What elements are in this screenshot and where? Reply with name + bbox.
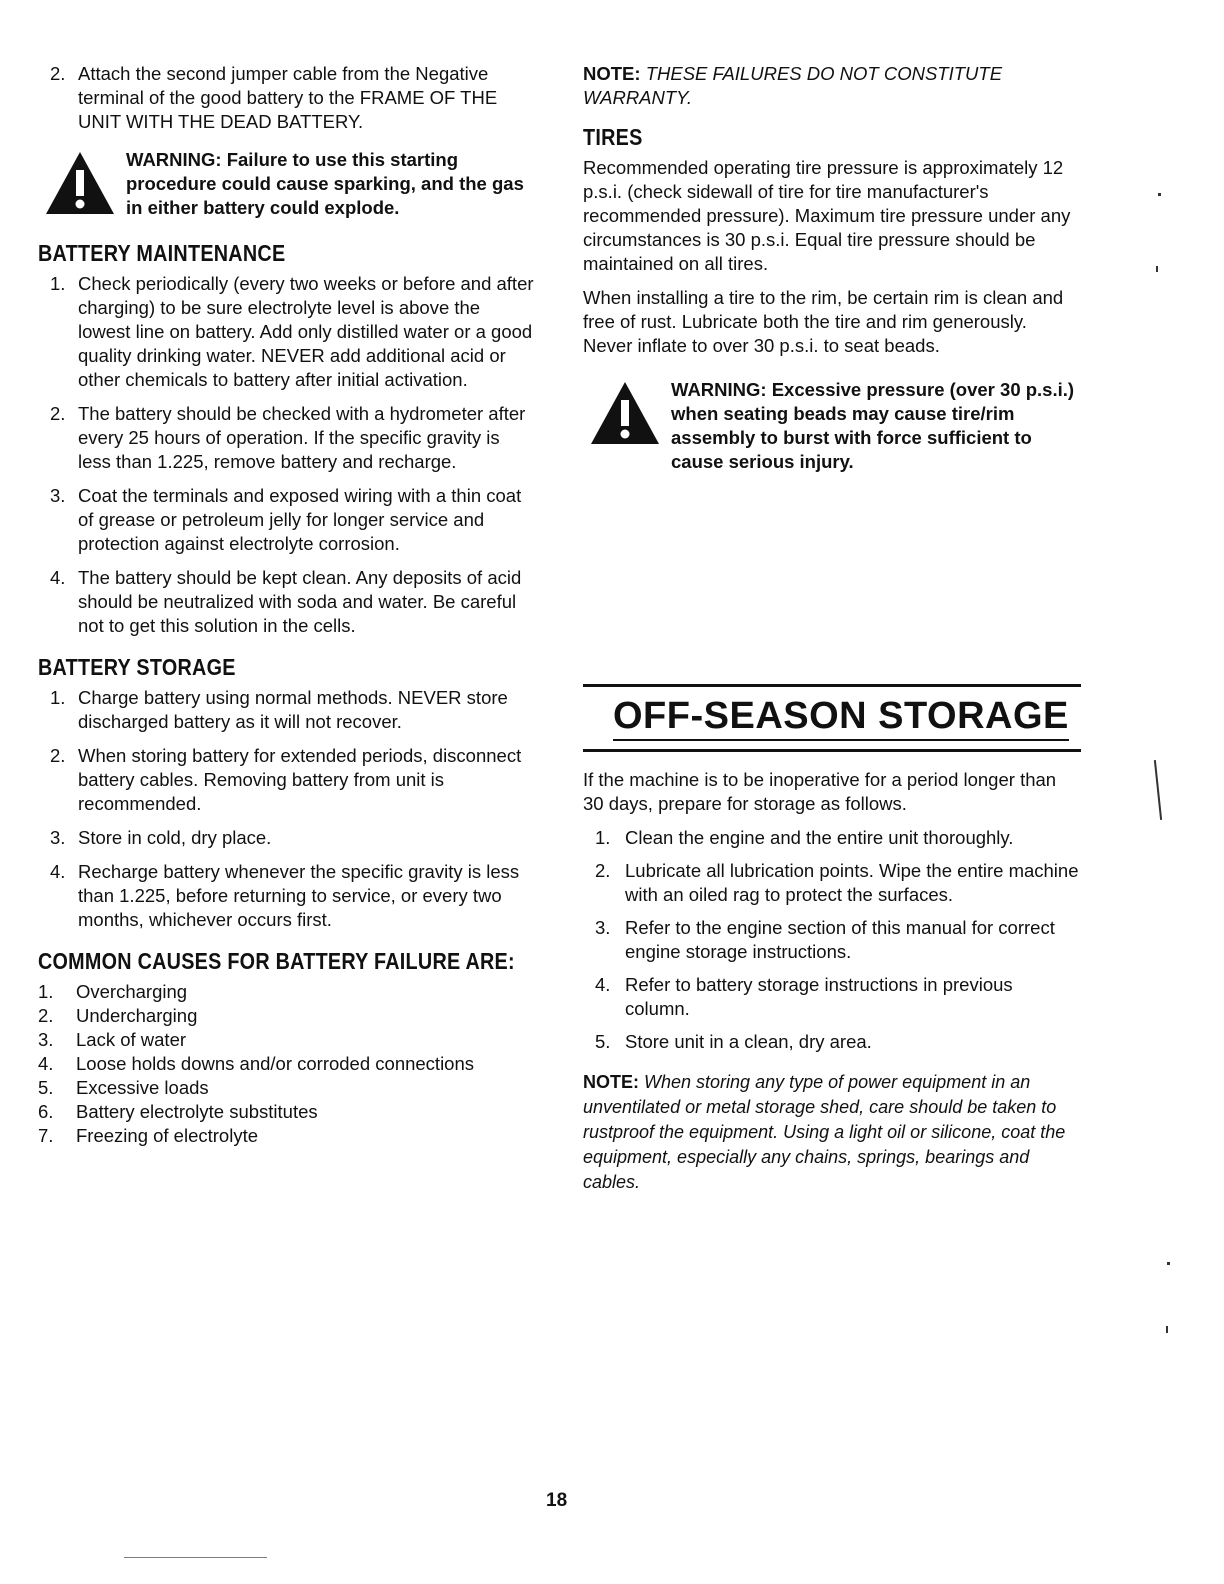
item-number: 3. bbox=[595, 917, 611, 938]
item-number: 2. bbox=[50, 745, 66, 766]
list-item bbox=[38, 484, 534, 556]
list-item bbox=[583, 916, 1081, 964]
note-text: When storing any type of power equipment in an unventilated or metal storage shed, care should be taken to rustproof the equipment. Using a light oil or silicone, coat the equipment, especially any chains, springs, bearings and cables. bbox=[583, 1072, 1066, 1192]
off-season-heading: OFF-SEASON STORAGE bbox=[613, 693, 1069, 741]
item-text: Lack of water bbox=[76, 1029, 187, 1050]
list-item bbox=[38, 566, 534, 638]
off-season-intro: If the machine is to be inoperative for a period longer than 30 days, prepare for storage as follows. bbox=[583, 769, 1057, 814]
battery-storage-list bbox=[38, 686, 534, 932]
battery-maintenance-list bbox=[38, 272, 534, 638]
jumper-steps-list bbox=[38, 62, 534, 134]
item-text: Overcharging bbox=[76, 981, 188, 1002]
list-item bbox=[38, 686, 534, 734]
item-text: Lubricate all lubrication points. Wipe the entire machine with an oiled rag to protect the surfaces. bbox=[625, 860, 1079, 905]
scan-mark bbox=[1158, 193, 1161, 196]
item-text: Attach the second jumper cable from the Negative terminal of the good battery to the FRAME OF THE UNIT WITH THE DEAD BATTERY. bbox=[78, 63, 498, 132]
item-text: Store in cold, dry place. bbox=[78, 827, 272, 848]
item-number: 1. bbox=[595, 827, 611, 848]
item-number: 7. bbox=[38, 1125, 54, 1146]
common-causes-list bbox=[38, 980, 534, 1148]
list-item bbox=[583, 973, 1081, 1021]
right-column bbox=[583, 62, 1081, 1213]
item-text: Refer to battery storage instructions in previous column. bbox=[625, 974, 1013, 1019]
scan-mark bbox=[1154, 760, 1162, 820]
off-season-heading-banner bbox=[583, 684, 1081, 752]
item-text: Excessive loads bbox=[76, 1077, 209, 1098]
item-text: When storing battery for extended periods, disconnect battery cables. Removing battery from unit is recommended. bbox=[78, 745, 522, 814]
item-number: 3. bbox=[50, 827, 66, 848]
item-text: Coat the terminals and exposed wiring with a thin coat of grease or petroleum jelly for longer service and protection against electrolyte corrosion. bbox=[78, 485, 522, 554]
item-text: The battery should be kept clean. Any deposits of acid should be neutralized with soda and water. Be careful not to get this solution in the cells. bbox=[78, 567, 522, 636]
storage-note bbox=[583, 1070, 1081, 1195]
item-text: Clean the engine and the entire unit thoroughly. bbox=[625, 827, 1014, 848]
item-number: 5. bbox=[595, 1031, 611, 1052]
warning-triangle-icon bbox=[589, 380, 661, 446]
footer-rule bbox=[124, 1557, 267, 1558]
item-number: 6. bbox=[38, 1101, 54, 1122]
item-number: 5. bbox=[38, 1077, 54, 1098]
item-text: Loose holds downs and/or corroded connections bbox=[76, 1053, 475, 1074]
warning-triangle-icon bbox=[44, 150, 116, 216]
item-number: 4. bbox=[38, 1053, 54, 1074]
list-item bbox=[583, 859, 1081, 907]
list-item bbox=[38, 1100, 534, 1124]
battery-storage-heading: BATTERY STORAGE bbox=[38, 654, 236, 680]
list-item bbox=[38, 1076, 534, 1100]
item-number: 2. bbox=[50, 63, 66, 84]
list-item bbox=[38, 402, 534, 474]
warranty-note bbox=[583, 62, 1081, 110]
list-item bbox=[38, 1052, 534, 1076]
warning-box bbox=[589, 378, 1081, 474]
list-item bbox=[583, 1030, 1081, 1054]
list-item bbox=[38, 744, 534, 816]
note-text: THESE FAILURES DO NOT CONSTITUTE WARRANTY. bbox=[583, 63, 1003, 108]
item-text: Freezing of electrolyte bbox=[76, 1125, 259, 1146]
item-number: 2. bbox=[38, 1005, 54, 1026]
item-number: 1. bbox=[50, 687, 66, 708]
scan-mark bbox=[1166, 1326, 1168, 1333]
tires-heading: TIRES bbox=[583, 124, 643, 150]
battery-maintenance-heading: BATTERY MAINTENANCE bbox=[38, 240, 286, 266]
list-item bbox=[38, 826, 534, 850]
note-label: NOTE: bbox=[583, 1072, 639, 1092]
item-text: Recharge battery whenever the specific gravity is less than 1.225, before returning to service, or every two months, whichever occurs first. bbox=[78, 861, 520, 930]
list-item bbox=[38, 62, 534, 134]
page-number: 18 bbox=[546, 1490, 568, 1511]
item-number: 4. bbox=[595, 974, 611, 995]
item-text: Battery electrolyte substitutes bbox=[76, 1101, 318, 1122]
item-number: 4. bbox=[50, 567, 66, 588]
item-number: 3. bbox=[50, 485, 66, 506]
list-item bbox=[38, 1028, 534, 1052]
item-number: 3. bbox=[38, 1029, 54, 1050]
item-number: 1. bbox=[50, 273, 66, 294]
item-number: 2. bbox=[595, 860, 611, 881]
item-number: 2. bbox=[50, 403, 66, 424]
item-text: Undercharging bbox=[76, 1005, 198, 1026]
note-label: NOTE: bbox=[583, 63, 641, 84]
list-item bbox=[38, 1124, 534, 1148]
item-number: 4. bbox=[50, 861, 66, 882]
item-text: Store unit in a clean, dry area. bbox=[625, 1031, 872, 1052]
list-item bbox=[38, 860, 534, 932]
tires-paragraph: Recommended operating tire pressure is approximately 12 p.s.i. (check sidewall of tire for tire manufacturer's recommended pressure). Maximum tire pressure under any circumstances is 30 p.s.i. Equal tire pressure should be maintained on all tires. bbox=[583, 157, 1071, 274]
list-item bbox=[38, 272, 534, 392]
list-item bbox=[38, 1004, 534, 1028]
common-causes-heading: COMMON CAUSES FOR BATTERY FAILURE ARE: bbox=[38, 948, 515, 974]
warning-box bbox=[44, 148, 534, 224]
off-season-list bbox=[583, 826, 1081, 1054]
item-number: 1. bbox=[38, 981, 54, 1002]
scan-mark bbox=[1156, 266, 1158, 272]
scan-mark bbox=[1167, 1262, 1170, 1265]
item-text: Refer to the engine section of this manual for correct engine storage instructions. bbox=[625, 917, 1055, 962]
list-item bbox=[38, 980, 534, 1004]
warning-text: WARNING: Excessive pressure (over 30 p.s.i.) when seating beads may cause tire/rim assembly to burst with force sufficient to cause serious injury. bbox=[671, 379, 1075, 472]
left-column bbox=[38, 62, 534, 1148]
list-item bbox=[583, 826, 1081, 850]
item-text: Check periodically (every two weeks or before and after charging) to be sure electrolyte level is above the lowest line on battery. Add only distilled water or a good quality drinking water. NEVER add additional acid or other chemicals to battery after initial activation. bbox=[78, 273, 534, 390]
warning-text: WARNING: Failure to use this starting procedure could cause sparking, and the gas in either battery could explode. bbox=[126, 149, 524, 218]
tires-paragraph: When installing a tire to the rim, be certain rim is clean and free of rust. Lubricate both the tire and rim generously. Never inflate to over 30 p.s.i. to seat beads. bbox=[583, 287, 1064, 356]
item-text: The battery should be checked with a hydrometer after every 25 hours of operation. If the specific gravity is less than 1.225, remove battery and recharge. bbox=[78, 403, 526, 472]
item-text: Charge battery using normal methods. NEVER store discharged battery as it will not recover. bbox=[78, 687, 508, 732]
